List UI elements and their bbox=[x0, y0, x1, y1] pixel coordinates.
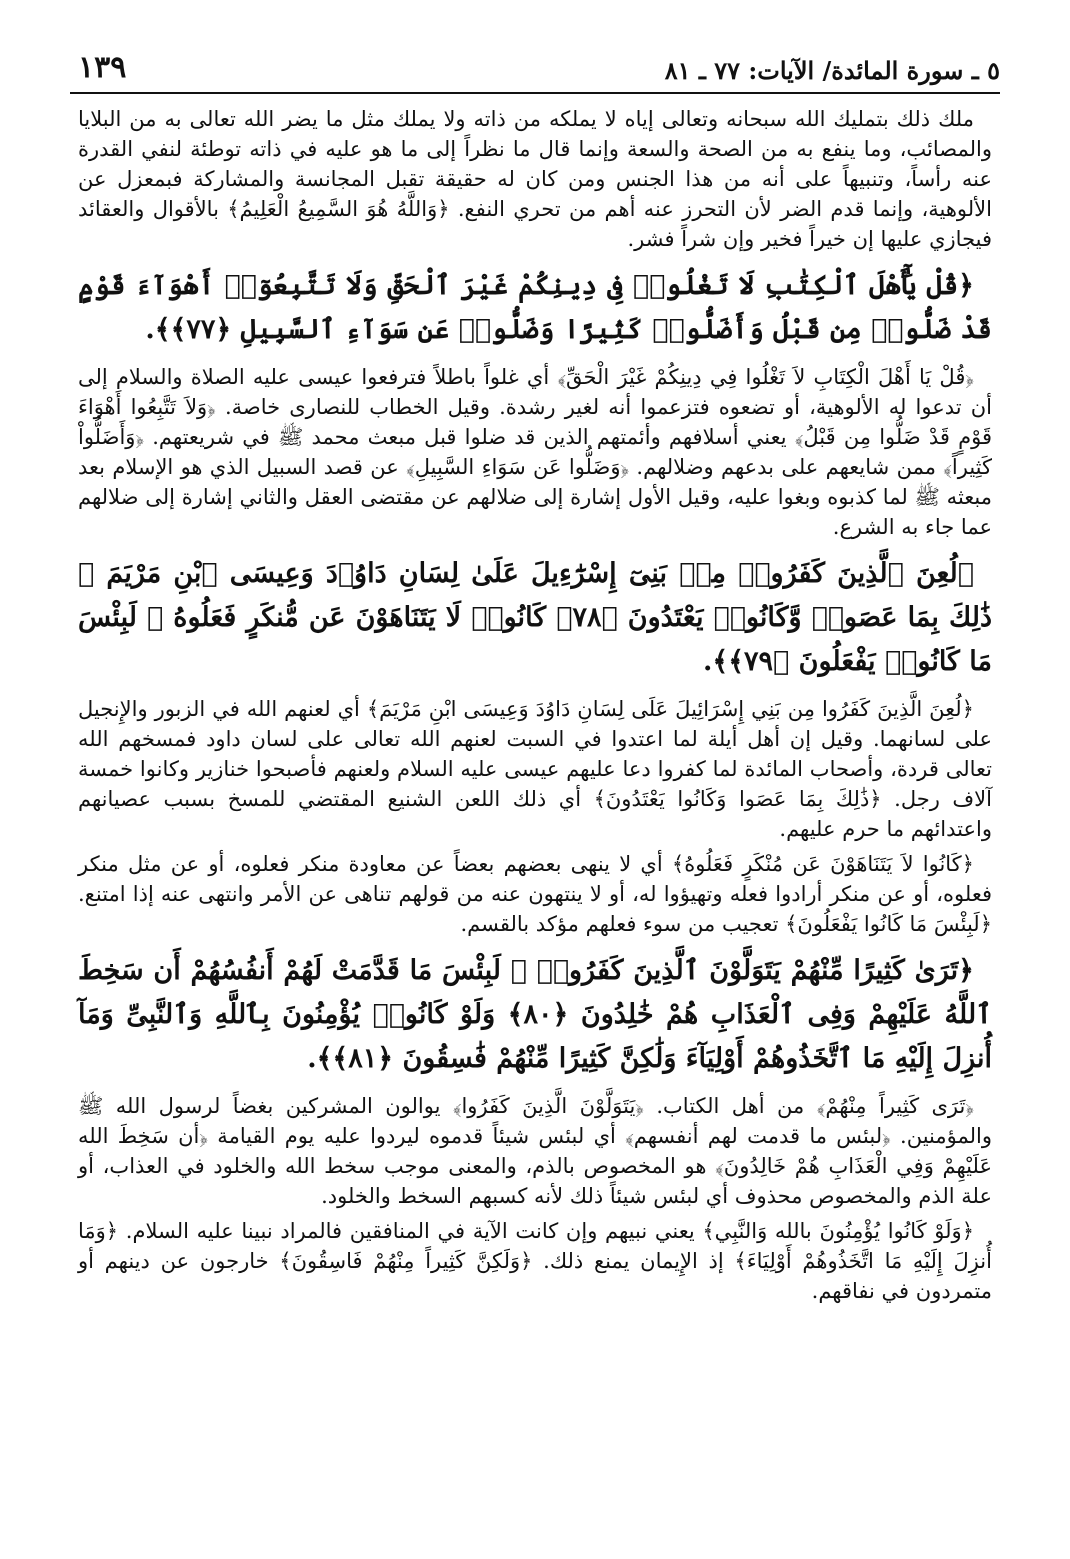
quran-verse: ﴿تَرَىٰ كَثِيرًا مِّنْهُمْ يَتَوَلَّوْنَ ٱلَّذِينَ كَفَرُوا۟ ۚ لَبِئْسَ مَا قَدَّمَتْ لَهُمْ أَنفُسُهُمْ أَن سَخِطَ ٱللَّهُ عَلَيْهِمْ وَفِى ٱلْعَذَابِ هُمْ خَٰلِدُونَ ﴿٨٠﴾ وَلَوْ كَانُوا۟ يُؤْمِنُونَ بِٱللَّهِ وَٱلنَّبِىِّ وَمَآ أُنزِلَ إِلَيْهِ مَا ٱتَّخَذُوهُمْ أَوْلِيَآءَ وَلَٰكِنَّ كَثِيرًا مِّنْهُمْ فَٰسِقُونَ ﴿٨١﴾﴾. bbox=[78, 955, 992, 1074]
quran-verse: ﴿قُلْ يَٰٓأَهْلَ ٱلْكِتَٰبِ لَا تَغْلُوا۟ فِى دِينِكُمْ غَيْرَ ٱلْحَقِّ وَلَا تَتَّبِعُوٓا۟ أَهْوَآءَ قَوْمٍ قَدْ ضَلُّوا۟ مِن قَبْلُ وَأَضَلُّوا۟ كَثِيرًا وَضَلُّوا۟ عَن سَوَآءِ ٱلسَّبِيلِ ﴿٧٧﴾﴾. bbox=[78, 270, 992, 345]
quran-verse: ﴿لُعِنَ ٱلَّذِينَ كَفَرُوا۟ مِنۢ بَنِىٓ إِسْرَٰٓءِيلَ عَلَىٰ لِسَانِ دَاوُۥدَ وَعِيسَى ٱبْنِ مَرْيَمَ ۚ ذَٰلِكَ بِمَا عَصَوا۟ وَّكَانُوا۟ يَعْتَدُونَ ﴿٧٨﴾ كَانُوا۟ لَا يَتَنَاهَوْنَ عَن مُّنكَرٍ فَعَلُوهُ ۚ لَبِئْسَ مَا كَانُوا۟ يَفْعَلُونَ ﴿٧٩﴾﴾. bbox=[78, 558, 992, 677]
commentary-paragraph: ﴿كَانُوا لاَ يَتَنَاهَوْنَ عَن مُنْكَرٍ فَعَلُوهُ﴾ أي لا ينهى بعضهم بعضاً عن معاودة منكر فعلوه، أو عن مثل منكر فعلوه، أو عن منكر أرادوا فعله وتهيؤوا له، أو لا ينتهون عنه من قولهم تناهى عن الأمر وانتهى عنه إذا امتنع. ﴿لَبِئْسَ مَا كَانُوا يَفْعَلُونَ﴾ تعجيب من سوء فعلهم مؤكد بالقسم. bbox=[78, 852, 992, 936]
commentary-paragraph: ملك ذلك بتمليك الله سبحانه وتعالى إياه لا يملكه من ذاته ولا يملك مثل ما يضر الله تعالى به من البلايا والمصائب، وما ينفع به من الصحة والسعة وإنما قال ما نظراً إلى ما هو عليه في ذاته توطئة لنفي القدرة عنه رأساً، وتنبيهاً على أنه من هذا الجنس ومن كان له حقيقة تقبل المجانسة والمشاركة فبمعزل عن الألوهية، وإنما قدم الضر لأن التحرز عنه أهم من تحري النفع. ﴿وَاللَّهُ هُوَ السَّمِيعُ الْعَلِيمُ﴾ بالأقوال والعقائد فيجازي عليها إن خيراً فخير وإن شراً فشر. bbox=[78, 107, 992, 251]
commentary-paragraph: ﴿لُعِنَ الَّذِينَ كَفَرُوا مِن بَنِي إِسْرَائِيلَ عَلَى لِسَانِ دَاوُدَ وَعِيسَى ابْنِ مَرْيَمَ﴾ أي لعنهم الله في الزبور والإِنجيل على لسانهما. وقيل إن أهل أيلة لما اعتدوا في السبت لعنهم الله تعالى على لسان داود فمسخهم الله تعالى قردة، وأصحاب المائدة لما كفروا دعا عليهم عيسى عليه السلام ولعنهم فأصبحوا خنازير وكانوا خمسة آلاف رجل. ﴿ذَٰلِكَ بِمَا عَصَوا وَكَانُوا يَعْتَدُونَ﴾ أي ذلك اللعن الشنيع المقتضي للمسخ بسبب عصيانهم واعتدائهم ما حرم عليهم. bbox=[78, 697, 992, 841]
page-header bbox=[70, 50, 1000, 94]
commentary-paragraph: ﴿وَلَوْ كَانُوا يُؤْمِنُونَ بالله وَالنَّبِي﴾ يعني نبيهم وإن كانت الآية في المنافقين فالمراد نبينا عليه السلام. ﴿وَمَا أُنزِلَ إِلَيْهِ مَا اتَّخَذُوهُمْ أَوْلِيَاءَ﴾ إذ الإِيمان يمنع ذلك. ﴿وَلَكِنَّ كَثِيراً مِنْهُمْ فَاسِقُونَ﴾ خارجون عن دينهم أو متمردون في نفاقهم. bbox=[78, 1219, 992, 1303]
commentary-paragraph: ﴿تَرَى كَثِيراً مِنْهُمْ﴾ من أهل الكتاب. ﴿يَتَوَلَّوْنَ الَّذِينَ كَفَرُوا﴾ يوالون المشركين بغضاً لرسول الله ﷺ والمؤمنين. ﴿لبئس ما قدمت لهم أنفسهم﴾ أي لبئس شيئاً قدموه ليردوا عليه يوم القيامة ﴿أن سَخِطَ الله عَلَيْهِمْ وَفِي الْعَذَابِ هُمْ خَالِدُونَ﴾ هو المخصوص بالذم، والمعنى موجب سخط الله والخلود في العذاب، أو علة الذم والمخصوص محذوف أي لبئس شيئاً ذلك لأنه كسبهم السخط والخلود. bbox=[78, 1094, 992, 1208]
page-number: ١٣٩ bbox=[78, 50, 127, 85]
commentary-paragraph: ﴿قُلْ يَا أَهْلَ الْكِتَابِ لاَ تَغْلُوا فِي دِينِكُمْ غَيْرَ الْحَقِّ﴾ أي غلواً باطلاً فترفعوا عيسى عليه الصلاة والسلام إلى أن تدعوا له الألوهية، أو تضعوه فتزعموا أنه لغير رشدة. وقيل الخطاب للنصارى خاصة. ﴿وَلاَ تَتَّبِعُوا أَهْوَاءَ قَوْمٍ قَدْ ضَلُّوا مِن قَبْلُ﴾ يعني أسلافهم وأئمتهم الذين قد ضلوا قبل مبعث محمد ﷺ في شريعتهم. ﴿وَأَضَلُّواْ كَثِيراً﴾ ممن شايعهم على بدعهم وضلالهم. ﴿وَضَلُّوا عَن سَوَاءِ السَّبِيلِ﴾ عن قصد السبيل الذي هو الإسلام بعد مبعثه ﷺ لما كذبوه وبغوا عليه، وقيل الأول إشارة إلى ضلالهم عن مقتضى العقل والثاني إشارة إلى ضلالهم عما جاء به الشرع. bbox=[78, 365, 992, 539]
running-title: ٥ ـ سورة المائدة/ الآيات: ٧٧ ـ ٨١ bbox=[664, 56, 1000, 85]
page-body bbox=[78, 104, 992, 1311]
header-rule bbox=[70, 92, 1000, 94]
